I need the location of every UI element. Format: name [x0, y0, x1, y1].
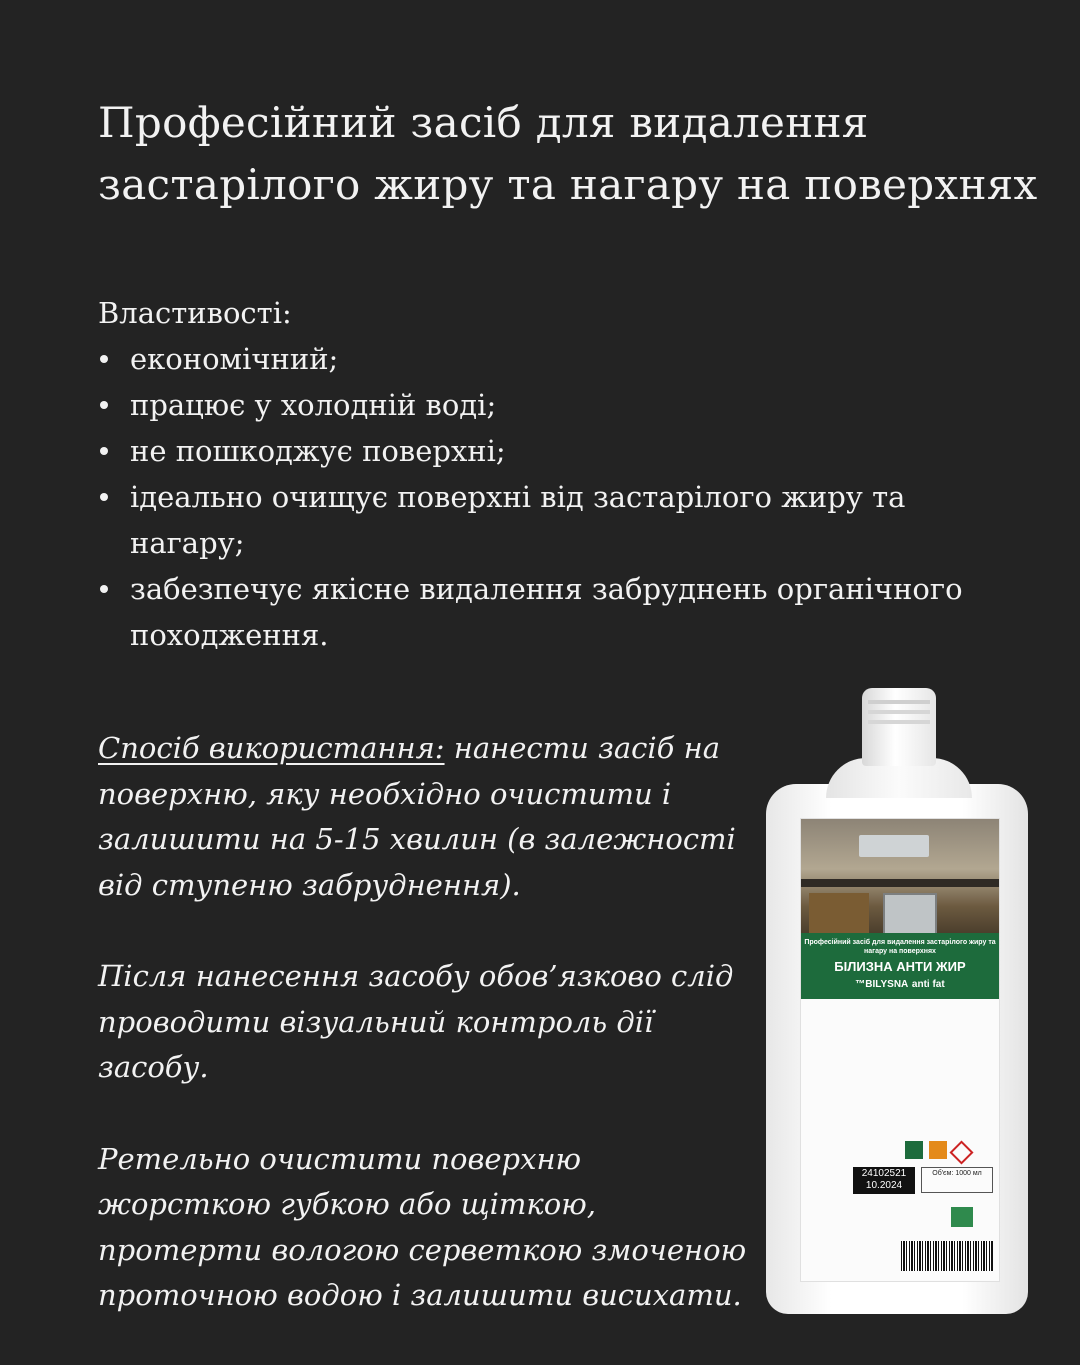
- usage-paragraph-2: Після нанесення засобу обов’язково слід проводити візуальний контроль дії засобу.: [98, 959, 734, 1084]
- product-brand: [801, 975, 999, 993]
- kitchen-photo: [801, 819, 999, 944]
- brand-suffix: anti fat: [911, 979, 945, 990]
- usage-paragraph-1: [98, 726, 748, 908]
- property-item: економічний;: [98, 336, 978, 382]
- usage-section: [98, 726, 748, 1365]
- volume-box: Об'єм: 1000 мл: [921, 1167, 993, 1193]
- bottle-cap: [862, 688, 936, 766]
- properties-list: [98, 336, 978, 658]
- brand-name: ™BILYSNA: [855, 979, 909, 990]
- property-item: забезпечує якісне видалення забруднень органічного походження.: [98, 566, 978, 658]
- batch-number: 24102521: [861, 1168, 907, 1179]
- counter-shape: [801, 879, 999, 887]
- usage-paragraph-3: Ретельно очистити поверхню жорсткою губкою або щіткою, протерти вологою серветкою змоченою проточною водою і залишити висихати.: [98, 1141, 747, 1312]
- irritant-pictogram-icon: [929, 1141, 947, 1159]
- eco-mark-icon: [951, 1207, 973, 1227]
- title-line-1: Професійний засіб для видалення: [98, 98, 869, 147]
- title-line-2: застарілого жиру та нагару на поверхнях: [98, 160, 1038, 209]
- oven-shape: [883, 893, 937, 937]
- usage-label: Спосіб використання:: [98, 731, 445, 765]
- batch-code: [853, 1167, 915, 1194]
- hood-shape: [859, 835, 929, 857]
- barcode-icon: [901, 1241, 993, 1271]
- usage-text-1: нанести засіб на поверхню, яку необхідно очистити і залишити на 5-15 хвилин (в залежності від ступеню забруднення).: [98, 731, 736, 902]
- label-green-band: [801, 933, 999, 999]
- property-item: ідеально очищує поверхні від застарілого жиру та нагару;: [98, 474, 978, 566]
- label-subtitle: Професійний засіб для видалення застарілого жиру та нагару на поверхнях: [804, 939, 996, 955]
- product-bottle-image: [766, 688, 1028, 1314]
- batch-date: 10.2024: [865, 1180, 903, 1191]
- page-title: [98, 92, 1038, 216]
- property-item: працює у холодній воді;: [98, 382, 978, 428]
- hazard-pictogram-icon: [905, 1141, 923, 1159]
- bottle-label: [800, 818, 1000, 1282]
- properties-section: [98, 290, 978, 658]
- product-name: БІЛИЗНА АНТИ ЖИР: [834, 959, 966, 974]
- property-item: не пошкоджує поверхні;: [98, 428, 978, 474]
- properties-heading: Властивості:: [98, 296, 292, 330]
- warning-pictogram-icon: [949, 1140, 973, 1164]
